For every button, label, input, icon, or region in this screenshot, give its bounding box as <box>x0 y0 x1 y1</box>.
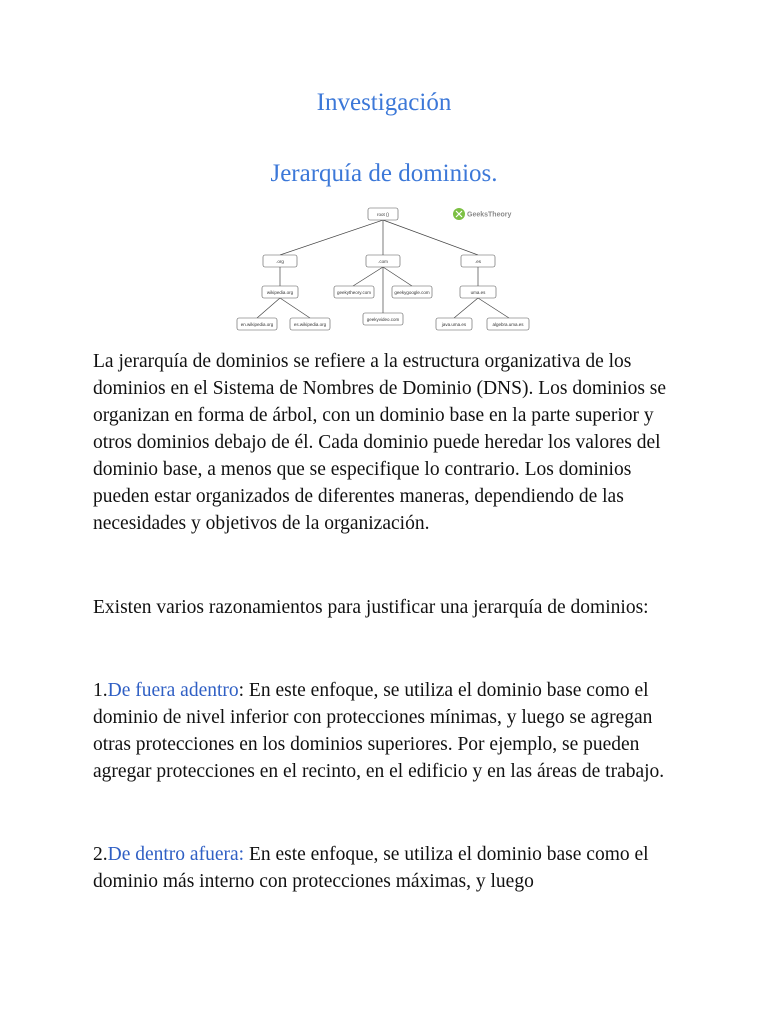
paragraph-reasons: Existen varios razonamientos para justificar una jerarquía de dominios: <box>93 597 649 618</box>
node-google-label: geekygoogle.com <box>394 290 430 295</box>
document-title: Investigación <box>316 89 452 116</box>
node-uma-label: uma.es <box>470 290 486 295</box>
paragraph-intro: La jerarquía de dominios se refiere a la estructura organizativa de los dominios en el Sistema de Nombres de Dominio (DNS). Los dominios se organizan en forma de árbol, con un dominio base en la parte superior y otros dominios debajo de él. Cada dominio puede heredar los valores del dominio base, a menos que se especifique lo contrario. Los dominios pueden estar organizados de diferentes maneras, dependiendo de las necesidades y objetivos de la organización. <box>93 351 667 534</box>
node-geekyvideo-label: geekyvideo.com <box>366 317 400 322</box>
point-1-text: : En este enfoque, se utiliza el dominio base como el dominio de nivel inferior con protecciones mínimas, y luego se agregan otras protecciones en los dominios superiores. Por ejemplo, se pueden agregar protecciones en el recinto, en el edificio y en las áreas de trabajo. <box>93 680 665 782</box>
node-java-label: java.uma.es <box>441 322 467 327</box>
domain-hierarchy-diagram <box>230 200 530 340</box>
geekstheory-logo <box>453 208 511 220</box>
node-wikipedia-label: wikipedia.org <box>266 290 294 295</box>
node-algebra-label: algebra.uma.es <box>492 322 524 327</box>
point-2-term: De dentro afuera: <box>107 844 245 865</box>
point-1-number: 1. <box>93 680 108 701</box>
point-2-text: En este enfoque, se utiliza el dominio base como el dominio más interno con protecciones máximas, y luego <box>93 844 649 892</box>
node-com-label: .com <box>378 259 388 264</box>
domain-tree-svg <box>230 200 530 340</box>
paragraph-point-1 <box>93 677 683 785</box>
node-root-label: root () <box>376 212 390 217</box>
point-2-number: 2. <box>93 844 108 865</box>
logo-text: GeeksTheory <box>467 211 512 219</box>
node-geekytheory-label: geekytheory.com <box>337 290 371 295</box>
node-es-label: .es <box>474 259 482 264</box>
point-1-term: De fuera adentro <box>107 680 239 701</box>
document-subtitle: Jerarquía de dominios. <box>270 160 498 187</box>
paragraph-point-2 <box>93 841 683 895</box>
node-org-label: .org <box>276 259 284 264</box>
tree-connectors <box>257 220 509 318</box>
node-es-wiki-label: es.wikipedia.org <box>293 322 327 327</box>
node-en-wiki-label: en.wikipedia.org <box>240 322 274 327</box>
